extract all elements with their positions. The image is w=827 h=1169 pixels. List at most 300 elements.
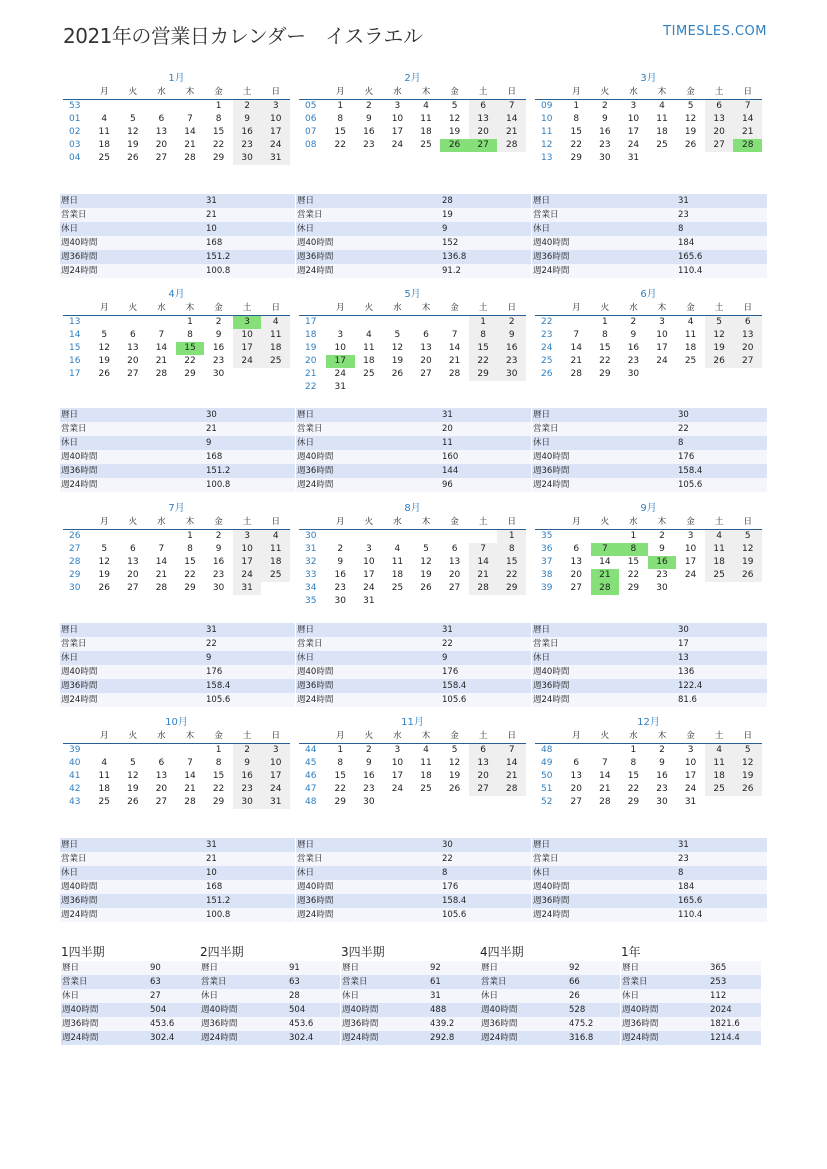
day-cell[interactable]: 25 bbox=[420, 140, 432, 150]
day-cell[interactable]: 30 bbox=[334, 596, 346, 606]
day-cell[interactable]: 26 bbox=[127, 153, 139, 163]
day-cell[interactable]: 4 bbox=[261, 316, 290, 329]
day-cell[interactable]: 5 bbox=[687, 101, 694, 111]
day-cell[interactable]: 10 bbox=[391, 114, 404, 124]
day-cell[interactable]: 15 bbox=[334, 127, 346, 137]
day-cell[interactable]: 5 bbox=[423, 544, 429, 554]
day-cell[interactable]: 16 bbox=[363, 771, 375, 781]
day-cell[interactable]: 7 bbox=[451, 330, 458, 340]
day-cell[interactable]: 20 bbox=[570, 784, 582, 794]
day-cell[interactable]: 8 bbox=[573, 114, 580, 124]
day-cell[interactable]: 4 bbox=[394, 544, 401, 554]
day-cell[interactable]: 2 bbox=[215, 317, 222, 327]
day-cell[interactable]: 3 bbox=[365, 544, 372, 554]
day-cell[interactable]: 19 bbox=[127, 784, 139, 794]
day-cell[interactable]: 26 bbox=[448, 784, 461, 794]
day-cell[interactable]: 9 bbox=[497, 329, 526, 342]
day-cell[interactable]: 12 bbox=[733, 757, 762, 770]
day-cell[interactable]: 11 bbox=[98, 771, 110, 781]
day-cell[interactable]: 19 bbox=[98, 356, 110, 366]
day-cell[interactable]: 5 bbox=[451, 745, 458, 755]
day-cell[interactable]: 23 bbox=[497, 355, 526, 368]
day-cell[interactable]: 21 bbox=[155, 356, 168, 366]
day-cell[interactable]: 10 bbox=[627, 114, 640, 124]
day-cell[interactable]: 24 bbox=[363, 583, 375, 593]
day-cell[interactable]: 2 bbox=[233, 744, 262, 757]
day-cell[interactable]: 2 bbox=[337, 544, 344, 554]
day-cell[interactable]: 17 bbox=[627, 127, 640, 137]
day-cell[interactable]: 19 bbox=[733, 770, 762, 783]
day-cell[interactable]: 27 bbox=[155, 797, 168, 807]
day-cell[interactable]: 10 bbox=[656, 330, 668, 340]
day-cell[interactable]: 17 bbox=[233, 342, 262, 355]
day-cell[interactable]: 9 bbox=[659, 758, 665, 768]
day-cell[interactable]: 16 bbox=[497, 342, 526, 355]
day-cell[interactable]: 30 bbox=[233, 152, 262, 165]
day-cell[interactable]: 4 bbox=[423, 101, 429, 111]
day-cell[interactable]: 11 bbox=[656, 114, 668, 124]
day-cell[interactable]: 24 bbox=[684, 570, 697, 580]
day-cell[interactable]: 22 bbox=[469, 355, 498, 368]
day-cell[interactable]: 27 bbox=[448, 583, 461, 593]
day-cell[interactable]: 13 bbox=[155, 127, 168, 137]
day-cell[interactable]: 14 bbox=[733, 113, 762, 126]
day-cell[interactable]: 1 bbox=[215, 101, 222, 111]
day-cell[interactable]: 19 bbox=[705, 342, 734, 355]
day-cell[interactable]: 16 bbox=[599, 127, 611, 137]
day-cell[interactable]: 12 bbox=[127, 127, 139, 137]
day-cell[interactable]: 12 bbox=[705, 329, 734, 342]
day-cell[interactable]: 18 bbox=[656, 127, 668, 137]
day-cell[interactable]: 29 bbox=[212, 153, 225, 163]
day-cell[interactable]: 23 bbox=[233, 139, 262, 152]
day-cell[interactable]: 18 bbox=[705, 556, 734, 569]
day-cell[interactable]: 15 bbox=[176, 342, 205, 355]
day-cell[interactable]: 2 bbox=[659, 531, 665, 541]
day-cell[interactable]: 11 bbox=[420, 758, 432, 768]
day-cell[interactable]: 22 bbox=[212, 784, 225, 794]
day-cell[interactable]: 7 bbox=[187, 114, 193, 124]
day-cell[interactable]: 4 bbox=[687, 317, 694, 327]
day-cell[interactable]: 20 bbox=[570, 570, 582, 580]
day-cell[interactable]: 22 bbox=[497, 569, 526, 582]
day-cell[interactable]: 1 bbox=[215, 745, 222, 755]
day-cell[interactable]: 3 bbox=[394, 101, 401, 111]
day-cell[interactable]: 12 bbox=[420, 557, 432, 567]
day-cell[interactable]: 2 bbox=[365, 101, 372, 111]
day-cell[interactable]: 22 bbox=[212, 140, 225, 150]
day-cell[interactable]: 13 bbox=[127, 343, 139, 353]
day-cell[interactable]: 6 bbox=[573, 544, 580, 554]
day-cell[interactable]: 5 bbox=[451, 101, 458, 111]
day-cell[interactable]: 16 bbox=[212, 343, 225, 353]
day-cell[interactable]: 24 bbox=[391, 140, 404, 150]
day-cell[interactable]: 6 bbox=[158, 758, 165, 768]
day-cell[interactable]: 3 bbox=[687, 531, 694, 541]
day-cell[interactable]: 18 bbox=[420, 771, 432, 781]
day-cell[interactable]: 27 bbox=[469, 139, 498, 152]
day-cell[interactable]: 7 bbox=[601, 758, 608, 768]
day-cell[interactable]: 18 bbox=[98, 784, 110, 794]
day-cell[interactable]: 14 bbox=[184, 771, 196, 781]
day-cell[interactable]: 13 bbox=[733, 329, 762, 342]
day-cell[interactable]: 13 bbox=[469, 113, 498, 126]
day-cell[interactable]: 29 bbox=[184, 583, 196, 593]
day-cell[interactable]: 15 bbox=[599, 343, 611, 353]
day-cell[interactable]: 11 bbox=[705, 757, 734, 770]
day-cell[interactable]: 13 bbox=[448, 557, 461, 567]
day-cell[interactable]: 23 bbox=[334, 583, 346, 593]
day-cell[interactable]: 26 bbox=[733, 783, 762, 796]
day-cell[interactable]: 24 bbox=[334, 369, 346, 379]
day-cell[interactable]: 15 bbox=[334, 771, 346, 781]
day-cell[interactable]: 5 bbox=[705, 316, 734, 329]
day-cell[interactable]: 6 bbox=[469, 100, 498, 113]
day-cell[interactable]: 9 bbox=[337, 557, 344, 567]
day-cell[interactable]: 20 bbox=[469, 126, 498, 139]
day-cell[interactable]: 30 bbox=[599, 153, 611, 163]
day-cell[interactable]: 19 bbox=[684, 127, 697, 137]
day-cell[interactable]: 9 bbox=[365, 114, 372, 124]
day-cell[interactable]: 11 bbox=[391, 557, 404, 567]
day-cell[interactable]: 4 bbox=[101, 758, 108, 768]
day-cell[interactable]: 23 bbox=[656, 570, 668, 580]
day-cell[interactable]: 29 bbox=[212, 797, 225, 807]
day-cell[interactable]: 12 bbox=[98, 343, 110, 353]
day-cell[interactable]: 2 bbox=[215, 531, 222, 541]
day-cell[interactable]: 31 bbox=[334, 382, 346, 392]
day-cell[interactable]: 14 bbox=[184, 127, 196, 137]
day-cell[interactable]: 14 bbox=[599, 557, 611, 567]
day-cell[interactable]: 21 bbox=[184, 784, 196, 794]
day-cell[interactable]: 22 bbox=[570, 140, 582, 150]
day-cell[interactable]: 8 bbox=[187, 330, 193, 340]
day-cell[interactable]: 16 bbox=[233, 770, 262, 783]
day-cell[interactable]: 27 bbox=[570, 797, 582, 807]
day-cell[interactable]: 23 bbox=[599, 140, 611, 150]
day-cell[interactable]: 17 bbox=[261, 770, 290, 783]
day-cell[interactable]: 3 bbox=[261, 744, 290, 757]
day-cell[interactable]: 25 bbox=[656, 140, 668, 150]
day-cell[interactable]: 19 bbox=[127, 140, 139, 150]
day-cell[interactable]: 30 bbox=[656, 583, 668, 593]
day-cell[interactable]: 10 bbox=[261, 113, 290, 126]
day-cell[interactable]: 20 bbox=[420, 356, 432, 366]
day-cell[interactable]: 21 bbox=[591, 569, 620, 582]
day-cell[interactable]: 30 bbox=[212, 369, 225, 379]
day-cell[interactable]: 22 bbox=[627, 784, 640, 794]
day-cell[interactable]: 8 bbox=[497, 543, 526, 556]
day-cell[interactable]: 14 bbox=[570, 343, 582, 353]
day-cell[interactable]: 11 bbox=[684, 330, 697, 340]
day-cell[interactable]: 24 bbox=[261, 783, 290, 796]
day-cell[interactable]: 5 bbox=[733, 530, 762, 543]
day-cell[interactable]: 26 bbox=[440, 139, 469, 152]
day-cell[interactable]: 30 bbox=[656, 797, 668, 807]
day-cell[interactable]: 7 bbox=[573, 330, 580, 340]
day-cell[interactable]: 21 bbox=[497, 770, 526, 783]
day-cell[interactable]: 10 bbox=[233, 543, 262, 556]
day-cell[interactable]: 9 bbox=[233, 113, 262, 126]
day-cell[interactable]: 26 bbox=[98, 369, 110, 379]
day-cell[interactable]: 20 bbox=[155, 784, 168, 794]
day-cell[interactable]: 3 bbox=[659, 317, 665, 327]
day-cell[interactable]: 28 bbox=[497, 139, 526, 152]
day-cell[interactable]: 21 bbox=[497, 126, 526, 139]
day-cell[interactable]: 4 bbox=[423, 745, 429, 755]
day-cell[interactable]: 14 bbox=[155, 343, 168, 353]
day-cell[interactable]: 6 bbox=[129, 330, 136, 340]
day-cell[interactable]: 7 bbox=[497, 744, 526, 757]
day-cell[interactable]: 29 bbox=[570, 153, 582, 163]
day-cell[interactable]: 12 bbox=[733, 543, 762, 556]
day-cell[interactable]: 1 bbox=[497, 530, 526, 543]
day-cell[interactable]: 24 bbox=[391, 784, 404, 794]
day-cell[interactable]: 13 bbox=[155, 771, 168, 781]
day-cell[interactable]: 25 bbox=[684, 356, 697, 366]
day-cell[interactable]: 20 bbox=[733, 342, 762, 355]
day-cell[interactable]: 21 bbox=[570, 356, 582, 366]
day-cell[interactable]: 8 bbox=[187, 544, 193, 554]
day-cell[interactable]: 15 bbox=[469, 342, 498, 355]
day-cell[interactable]: 8 bbox=[619, 543, 648, 556]
day-cell[interactable]: 9 bbox=[630, 330, 637, 340]
day-cell[interactable]: 25 bbox=[261, 355, 290, 368]
day-cell[interactable]: 24 bbox=[233, 569, 262, 582]
day-cell[interactable]: 12 bbox=[448, 758, 461, 768]
day-cell[interactable]: 22 bbox=[627, 570, 640, 580]
day-cell[interactable]: 29 bbox=[599, 369, 611, 379]
day-cell[interactable]: 4 bbox=[261, 530, 290, 543]
day-cell[interactable]: 15 bbox=[627, 771, 640, 781]
day-cell[interactable]: 2 bbox=[659, 745, 665, 755]
day-cell[interactable]: 28 bbox=[733, 139, 762, 152]
day-cell[interactable]: 8 bbox=[215, 114, 222, 124]
day-cell[interactable]: 23 bbox=[233, 783, 262, 796]
day-cell[interactable]: 30 bbox=[212, 583, 225, 593]
day-cell[interactable]: 6 bbox=[573, 758, 580, 768]
day-cell[interactable]: 5 bbox=[129, 758, 136, 768]
day-cell[interactable]: 7 bbox=[187, 758, 193, 768]
day-cell[interactable]: 25 bbox=[420, 784, 432, 794]
day-cell[interactable]: 3 bbox=[630, 101, 637, 111]
day-cell[interactable]: 4 bbox=[705, 530, 734, 543]
day-cell[interactable]: 24 bbox=[261, 139, 290, 152]
day-cell[interactable]: 26 bbox=[684, 140, 697, 150]
day-cell[interactable]: 16 bbox=[233, 126, 262, 139]
day-cell[interactable]: 9 bbox=[365, 758, 372, 768]
day-cell[interactable]: 18 bbox=[684, 343, 697, 353]
day-cell[interactable]: 14 bbox=[155, 557, 168, 567]
day-cell[interactable]: 1 bbox=[337, 101, 344, 111]
day-cell[interactable]: 20 bbox=[469, 770, 498, 783]
day-cell[interactable]: 19 bbox=[448, 127, 461, 137]
day-cell[interactable]: 10 bbox=[684, 544, 697, 554]
day-cell[interactable]: 1 bbox=[630, 745, 637, 755]
day-cell[interactable]: 23 bbox=[212, 570, 225, 580]
day-cell[interactable]: 27 bbox=[420, 369, 432, 379]
day-cell[interactable]: 20 bbox=[127, 570, 139, 580]
day-cell[interactable]: 7 bbox=[469, 543, 498, 556]
day-cell[interactable]: 29 bbox=[627, 797, 640, 807]
day-cell[interactable]: 24 bbox=[627, 140, 640, 150]
day-cell[interactable]: 5 bbox=[733, 744, 762, 757]
day-cell[interactable]: 28 bbox=[497, 783, 526, 796]
day-cell[interactable]: 8 bbox=[601, 330, 608, 340]
day-cell[interactable]: 17 bbox=[684, 557, 697, 567]
day-cell[interactable]: 25 bbox=[705, 569, 734, 582]
day-cell[interactable]: 10 bbox=[391, 758, 404, 768]
day-cell[interactable]: 24 bbox=[656, 356, 668, 366]
day-cell[interactable]: 7 bbox=[158, 330, 165, 340]
day-cell[interactable]: 9 bbox=[659, 544, 665, 554]
day-cell[interactable]: 1 bbox=[573, 101, 580, 111]
day-cell[interactable]: 9 bbox=[215, 544, 222, 554]
day-cell[interactable]: 15 bbox=[212, 771, 225, 781]
day-cell[interactable]: 27 bbox=[469, 783, 498, 796]
day-cell[interactable]: 5 bbox=[101, 330, 108, 340]
day-cell[interactable]: 29 bbox=[184, 369, 196, 379]
day-cell[interactable]: 31 bbox=[233, 582, 262, 595]
day-cell[interactable]: 23 bbox=[363, 784, 375, 794]
day-cell[interactable]: 11 bbox=[705, 543, 734, 556]
day-cell[interactable]: 20 bbox=[127, 356, 139, 366]
day-cell[interactable]: 15 bbox=[570, 127, 582, 137]
day-cell[interactable]: 18 bbox=[705, 770, 734, 783]
day-cell[interactable]: 6 bbox=[705, 100, 734, 113]
day-cell[interactable]: 26 bbox=[98, 583, 110, 593]
day-cell[interactable]: 31 bbox=[627, 153, 640, 163]
day-cell[interactable]: 18 bbox=[391, 570, 404, 580]
day-cell[interactable]: 13 bbox=[127, 557, 139, 567]
day-cell[interactable]: 17 bbox=[656, 343, 668, 353]
day-cell[interactable]: 6 bbox=[129, 544, 136, 554]
day-cell[interactable]: 11 bbox=[261, 329, 290, 342]
day-cell[interactable]: 15 bbox=[627, 557, 640, 567]
day-cell[interactable]: 28 bbox=[155, 583, 168, 593]
day-cell[interactable]: 1 bbox=[187, 317, 193, 327]
day-cell[interactable]: 1 bbox=[337, 745, 344, 755]
day-cell[interactable]: 1 bbox=[601, 317, 608, 327]
day-cell[interactable]: 17 bbox=[684, 771, 697, 781]
day-cell[interactable]: 24 bbox=[684, 784, 697, 794]
day-cell[interactable]: 17 bbox=[391, 771, 404, 781]
day-cell[interactable]: 27 bbox=[570, 583, 582, 593]
day-cell[interactable]: 23 bbox=[363, 140, 375, 150]
day-cell[interactable]: 2 bbox=[233, 100, 262, 113]
day-cell[interactable]: 18 bbox=[98, 140, 110, 150]
day-cell[interactable]: 23 bbox=[627, 356, 640, 366]
day-cell[interactable]: 5 bbox=[101, 544, 108, 554]
day-cell[interactable]: 2 bbox=[497, 316, 526, 329]
day-cell[interactable]: 30 bbox=[233, 796, 262, 809]
day-cell[interactable]: 27 bbox=[155, 153, 168, 163]
day-cell[interactable]: 13 bbox=[570, 557, 582, 567]
day-cell[interactable]: 12 bbox=[127, 771, 139, 781]
day-cell[interactable]: 24 bbox=[233, 355, 262, 368]
day-cell[interactable]: 8 bbox=[469, 329, 498, 342]
day-cell[interactable]: 19 bbox=[391, 356, 404, 366]
day-cell[interactable]: 28 bbox=[448, 369, 461, 379]
day-cell[interactable]: 10 bbox=[684, 758, 697, 768]
day-cell[interactable]: 12 bbox=[684, 114, 697, 124]
day-cell[interactable]: 11 bbox=[363, 343, 375, 353]
day-cell[interactable]: 10 bbox=[233, 329, 262, 342]
day-cell[interactable]: 16 bbox=[656, 771, 668, 781]
day-cell[interactable]: 28 bbox=[591, 582, 620, 595]
day-cell[interactable]: 23 bbox=[656, 784, 668, 794]
day-cell[interactable]: 6 bbox=[733, 316, 762, 329]
day-cell[interactable]: 21 bbox=[733, 126, 762, 139]
day-cell[interactable]: 13 bbox=[705, 113, 734, 126]
day-cell[interactable]: 26 bbox=[705, 355, 734, 368]
day-cell[interactable]: 16 bbox=[363, 127, 375, 137]
day-cell[interactable]: 31 bbox=[261, 152, 290, 165]
day-cell[interactable]: 16 bbox=[627, 343, 640, 353]
day-cell[interactable]: 10 bbox=[261, 757, 290, 770]
day-cell[interactable]: 10 bbox=[334, 343, 346, 353]
day-cell[interactable]: 28 bbox=[469, 582, 498, 595]
day-cell[interactable]: 6 bbox=[158, 114, 165, 124]
day-cell[interactable]: 3 bbox=[261, 100, 290, 113]
day-cell[interactable]: 18 bbox=[363, 356, 375, 366]
day-cell[interactable]: 15 bbox=[497, 556, 526, 569]
day-cell[interactable]: 14 bbox=[497, 757, 526, 770]
day-cell[interactable]: 6 bbox=[469, 744, 498, 757]
day-cell[interactable]: 21 bbox=[448, 356, 461, 366]
day-cell[interactable]: 7 bbox=[591, 543, 620, 556]
day-cell[interactable]: 13 bbox=[570, 771, 582, 781]
day-cell[interactable]: 25 bbox=[705, 783, 734, 796]
day-cell[interactable]: 8 bbox=[337, 114, 344, 124]
day-cell[interactable]: 7 bbox=[733, 100, 762, 113]
day-cell[interactable]: 26 bbox=[127, 797, 139, 807]
day-cell[interactable]: 17 bbox=[326, 355, 355, 368]
day-cell[interactable]: 17 bbox=[391, 127, 404, 137]
day-cell[interactable]: 30 bbox=[627, 369, 640, 379]
day-cell[interactable]: 19 bbox=[733, 556, 762, 569]
day-cell[interactable]: 9 bbox=[215, 330, 222, 340]
day-cell[interactable]: 6 bbox=[423, 330, 429, 340]
day-cell[interactable]: 20 bbox=[448, 570, 461, 580]
day-cell[interactable]: 12 bbox=[448, 114, 461, 124]
day-cell[interactable]: 12 bbox=[98, 557, 110, 567]
day-cell[interactable]: 15 bbox=[212, 127, 225, 137]
day-cell[interactable]: 20 bbox=[155, 140, 168, 150]
day-cell[interactable]: 21 bbox=[155, 570, 168, 580]
day-cell[interactable]: 3 bbox=[394, 745, 401, 755]
day-cell[interactable]: 4 bbox=[705, 744, 734, 757]
day-cell[interactable]: 11 bbox=[98, 127, 110, 137]
day-cell[interactable]: 18 bbox=[420, 127, 432, 137]
day-cell[interactable]: 1 bbox=[630, 531, 637, 541]
day-cell[interactable]: 4 bbox=[101, 114, 108, 124]
day-cell[interactable]: 17 bbox=[233, 556, 262, 569]
day-cell[interactable]: 27 bbox=[127, 583, 139, 593]
day-cell[interactable]: 1 bbox=[187, 531, 193, 541]
day-cell[interactable]: 31 bbox=[261, 796, 290, 809]
day-cell[interactable]: 14 bbox=[448, 343, 461, 353]
day-cell[interactable]: 5 bbox=[394, 330, 401, 340]
day-cell[interactable]: 29 bbox=[469, 368, 498, 381]
day-cell[interactable]: 8 bbox=[337, 758, 344, 768]
day-cell[interactable]: 17 bbox=[363, 570, 375, 580]
day-cell[interactable]: 19 bbox=[98, 570, 110, 580]
day-cell[interactable]: 31 bbox=[684, 797, 697, 807]
day-cell[interactable]: 22 bbox=[184, 356, 196, 366]
day-cell[interactable]: 28 bbox=[599, 797, 611, 807]
day-cell[interactable]: 11 bbox=[420, 114, 432, 124]
